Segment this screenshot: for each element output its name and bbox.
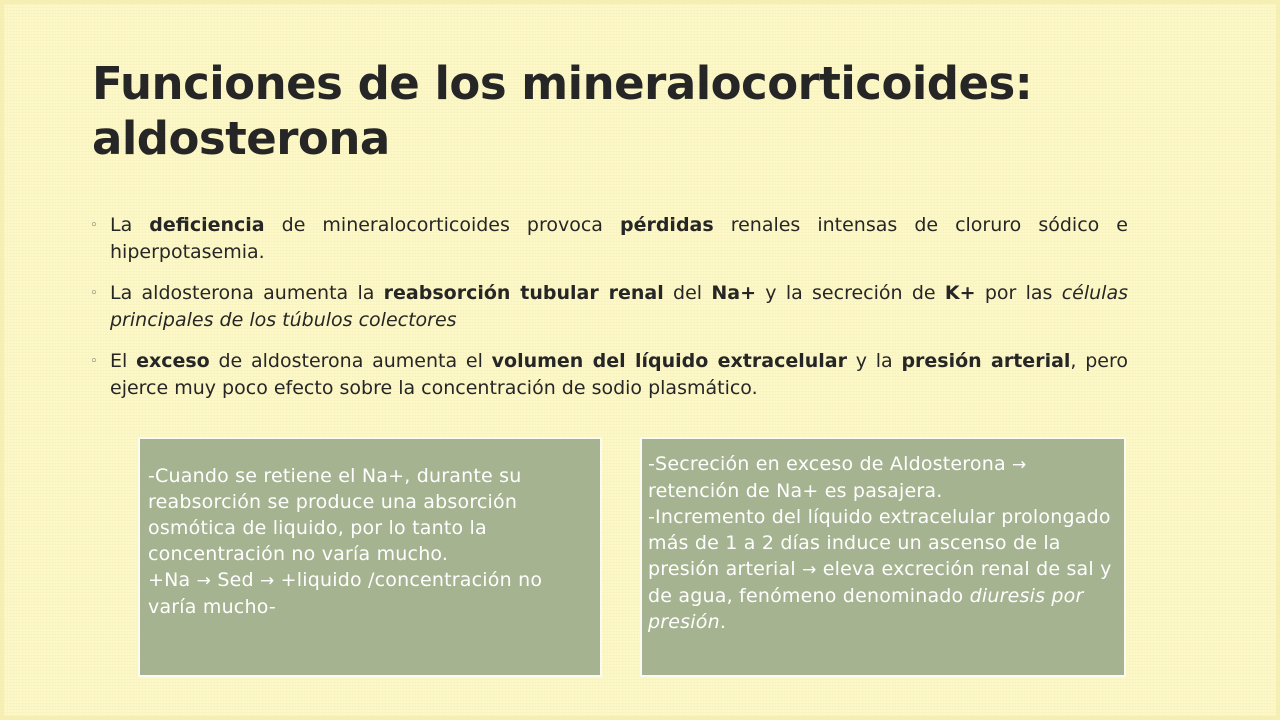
bullet-bold-text: deficiencia (149, 214, 265, 236)
left-box-text: Sed (211, 569, 260, 591)
right-box-text: . (719, 611, 727, 633)
arrow-right-icon: → (259, 571, 275, 591)
bullet-text: La (110, 214, 150, 236)
left-box-text: +Na (148, 569, 197, 591)
bullet-reabsorcion (90, 280, 1128, 334)
bullet-bold-text: exceso (136, 350, 210, 372)
right-box-text: eleva excreción renal de sal y de agua, fenómeno denominado (648, 558, 1112, 607)
bullet-marker-icon: ◦ (90, 354, 98, 369)
right-box-line-2 (648, 504, 1116, 635)
bullet-marker-icon: ◦ (90, 218, 98, 233)
left-box-line-1: -Cuando se retiene el Na+, durante su reabsorción se produce una absorción osmótica de liquido, por lo tanto la concentración no varía mucho. (148, 465, 522, 565)
bullet-text: renales intensas de cloruro sódico e hiperpotasemia. (110, 214, 1128, 263)
bullet-text: por las (975, 282, 1062, 304)
left-box-text: +liquido /concentración no varía mucho- (148, 569, 543, 618)
bullet-exceso (90, 348, 1128, 402)
bullet-text: de aldosterona aumenta el (209, 350, 492, 372)
right-box-text: -Secreción en exceso de Aldosterona (648, 453, 1013, 475)
bullet-text: El (110, 350, 137, 372)
arrow-right-icon: → (1012, 455, 1027, 475)
bullet-text: y la (846, 350, 902, 372)
bullet-bold-text: pérdidas (619, 214, 714, 236)
bullet-text: de mineralocorticoides provoca (264, 214, 620, 236)
arrow-right-icon: → (196, 571, 212, 591)
bullet-bold-text: presión arterial (901, 350, 1071, 372)
page-title: Funciones de los mineralocorticoides: aldosterona (92, 57, 1033, 165)
bullet-bold-text: reabsorción tubular renal (383, 282, 664, 304)
bullet-bold-text: K+ (944, 282, 976, 304)
bullet-bold-text: volumen del líquido extracelular (491, 350, 847, 372)
right-box-text: -Incremento del líquido extracelular prolongado más de 1 a 2 días induce un ascenso de la presión arterial (648, 506, 1111, 580)
bullet-list (90, 212, 1128, 416)
bullet-text: La aldosterona aumenta la (110, 282, 384, 304)
right-box-line-1 (648, 451, 1116, 504)
bullet-text: , pero ejerce muy poco efecto sobre la concentración de sodio plasmático. (110, 350, 1128, 399)
right-info-box (640, 437, 1126, 677)
bullet-text: y la secreción de (756, 282, 945, 304)
bullet-text: del (663, 282, 712, 304)
bullet-marker-icon: ◦ (90, 286, 98, 301)
bullet-bold-text: Na+ (711, 282, 756, 304)
right-box-text: retención de Na+ es pasajera. (648, 480, 943, 502)
left-box-line-2 (148, 567, 592, 620)
right-box-italic-text: diuresis por presión (648, 585, 1084, 633)
bullet-italic-text: células principales de los túbulos colectores (110, 282, 1128, 331)
bullet-deficiencia (90, 212, 1128, 266)
left-info-box (138, 437, 602, 677)
arrow-right-icon: → (802, 560, 817, 580)
